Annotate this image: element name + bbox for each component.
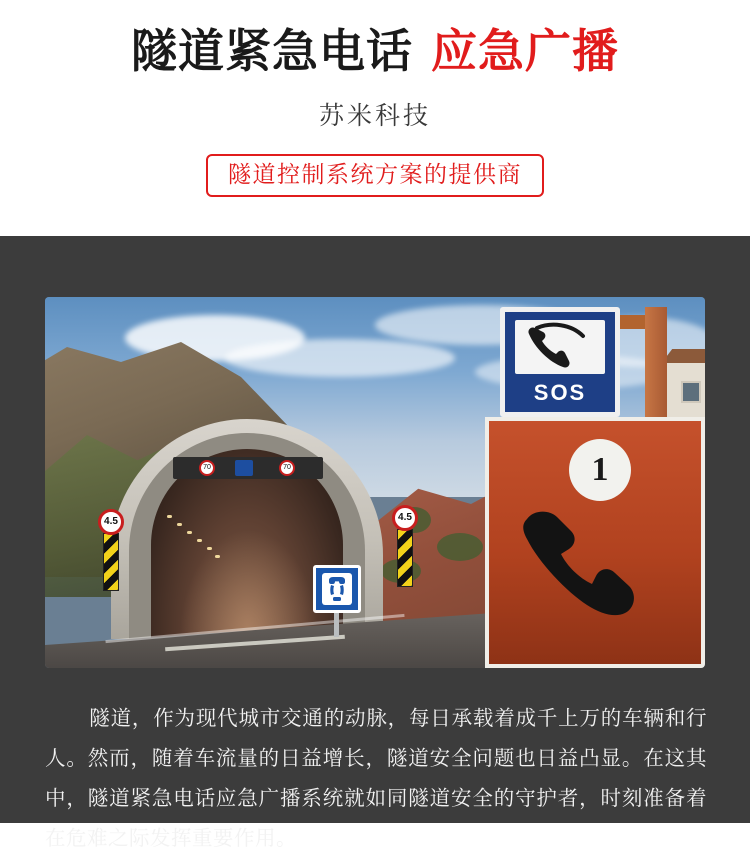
height-limit-sign-right: 4.5 — [392, 505, 418, 531]
sos-sign — [500, 307, 620, 417]
paragraph-text: 隧道，作为现代城市交通的动脉，每日承载着成千上万的车辆和行人。然而，随着车流量的日益增长，隧道安全问题也日益凸显。在这其中，隧道紧急电话应急广播系统就如同隧道安全的守护者，时刻准备着在危难之际发挥重要作用。 — [45, 707, 707, 850]
dark-section — [0, 236, 750, 850]
page-title-accent: 应急广播 — [431, 25, 619, 77]
tunnel-photo — [45, 297, 705, 668]
emergency-phone-roadside-sign — [313, 565, 361, 613]
speed-limit-sign-right: 70 — [279, 460, 295, 476]
sos-sign-face — [515, 320, 605, 374]
photo-scene — [45, 297, 705, 668]
hazard-post-right — [397, 529, 413, 587]
tunnel-lights — [163, 511, 225, 581]
information-sign — [235, 460, 253, 476]
sos-label: SOS — [533, 380, 587, 405]
building-window — [681, 381, 701, 403]
sign-face — [322, 573, 352, 605]
telephone-handset-icon — [515, 320, 605, 374]
company-name: 苏米科技 — [318, 102, 431, 130]
cloud — [225, 339, 455, 377]
tagline-container — [0, 154, 750, 197]
sign-post — [334, 611, 339, 637]
phone-handset-icon — [322, 573, 352, 605]
speed-limit-sign-left: 70 — [199, 460, 215, 476]
emergency-phone-cabinet — [485, 417, 705, 668]
handset-icon — [509, 507, 679, 617]
bush — [437, 533, 483, 561]
height-limit-sign-left: 4.5 — [98, 509, 124, 535]
intro-paragraph — [45, 699, 707, 859]
page-title-main: 隧道紧急电话 — [131, 25, 413, 77]
page-title — [0, 25, 750, 77]
tunnel-sign-gantry — [173, 457, 323, 479]
hazard-post-left — [103, 533, 119, 591]
tagline-badge: 隧道控制系统方案的提供商 — [206, 154, 544, 197]
cabinet-number-badge: 1 — [569, 439, 631, 501]
page-header — [0, 0, 750, 236]
cabinet-handset — [509, 507, 679, 617]
